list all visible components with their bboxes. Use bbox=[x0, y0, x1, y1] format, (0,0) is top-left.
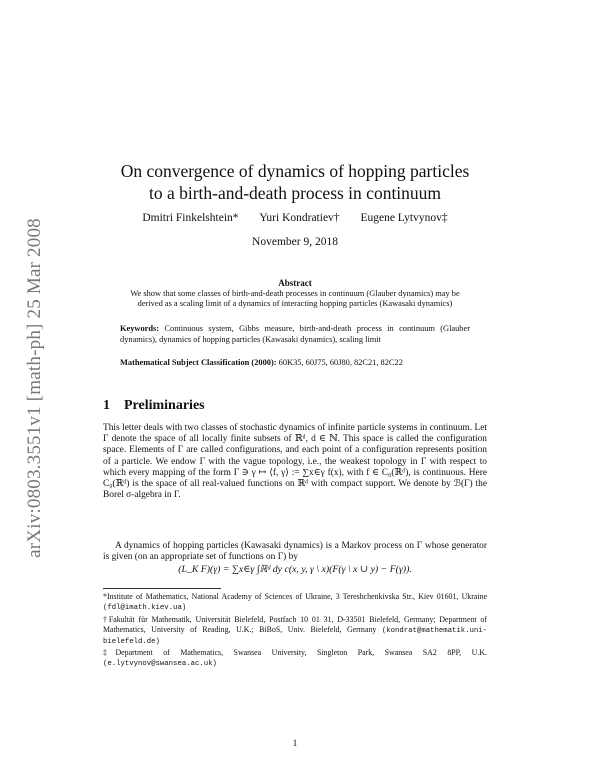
author-2: Yuri Kondratiev† bbox=[259, 212, 340, 224]
author-3: Eugene Lytvynov‡ bbox=[360, 212, 448, 224]
keywords bbox=[120, 324, 470, 345]
page-number: 1 bbox=[292, 739, 298, 749]
msc-text: 60K35, 60J75, 60J80, 82C21, 82C22 bbox=[278, 358, 403, 367]
footnote-2 bbox=[103, 615, 487, 648]
title-line-1: On convergence of dynamics of hopping particles bbox=[120, 161, 470, 181]
abstract-text: We show that some classes of birth-and-death processes in continuum (Glauber dynamics) may be derived as a scaling limit of a dynamics of interacting hopping particles (Kawasaki dynamics) bbox=[130, 289, 460, 309]
author-1: Dmitri Finkelshtein* bbox=[142, 212, 239, 224]
keywords-text: Continuous system, Gibbs measure, birth-and-death process in continuum (Glauber dynamics), dynamics of hopping particles (Kawasaki dynamics), scaling limit bbox=[120, 324, 470, 344]
footnote-1-email[interactable]: (fdl@imath.kiev.ua) bbox=[103, 603, 187, 612]
msc-label: Mathematical Subject Classification (2000): bbox=[120, 358, 277, 367]
arxiv-stamp bbox=[15, 178, 55, 598]
section-title: Preliminaries bbox=[124, 398, 205, 413]
msc-classification bbox=[120, 358, 470, 369]
title-line-2: to a birth-and-death process in continuum bbox=[148, 183, 442, 203]
paragraph-2: A dynamics of hopping particles (Kawasaki dynamics) is a Markov process on Γ whose generator is given (on an appropriate set of functions on Γ) by bbox=[103, 541, 487, 563]
keywords-label: Keywords: bbox=[120, 324, 160, 333]
section-heading bbox=[103, 398, 487, 414]
footnote-3-email[interactable]: (e.lytvynov@swansea.ac.uk) bbox=[103, 659, 217, 668]
footnote-2-text: †Fakultät für Mathematik, Universität Bielefeld, Postfach 10 01 31, D-33501 Bielefeld, Germany; Department of Mathematics, University of Reading, U.K.; BiBoS, Univ. Bielefeld, Germany bbox=[103, 615, 487, 634]
footnote-1-text: *Institute of Mathematics, National Academy of Sciences of Ukraine, 3 Tereshchenkivska Str., Kiev 01601, Ukraine bbox=[103, 592, 487, 601]
section-number: 1 bbox=[103, 398, 110, 413]
paragraph-1: This letter deals with two classes of stochastic dynamics of infinite particle systems in continuum. Let Γ denote the space of all locally finite subsets of ℝᵈ, d ∈ ℕ. This space is called the configuration space. Elements of Γ are called configurations, and each point of a configuration represents position of a particle. We endow Γ with the vague topology, i.e., the weakest topology in Γ with respect to which every mapping of the form Γ ∋ γ ↦ ⟨f, γ⟩ := ∑x∈γ f(x), with f ∈ C₀(ℝᵈ), is continuous. Here C₀(ℝᵈ) is the space of all real-valued functions on ℝᵈ with compact support. We denote by ℬ(Γ) the Borel σ-algebra in Γ. bbox=[103, 423, 487, 501]
paper-date: November 9, 2018 bbox=[252, 236, 338, 248]
footnote-2-email[interactable]: (kondrat@mathematik.uni-bielefeld.de) bbox=[103, 626, 487, 647]
arxiv-stamp-text: arXiv:0803.3551v1 [math-ph] 25 Mar 2008 bbox=[24, 218, 45, 558]
paper-title bbox=[103, 160, 487, 204]
author-list bbox=[103, 212, 487, 224]
footnote-rule bbox=[103, 588, 221, 589]
footnote-1 bbox=[103, 592, 487, 613]
generator-formula: (L_K F)(γ) = ∑x∈γ ∫ℝᵈ dy c(x, y, γ \ x)(F(γ \ x ∪ y) − F(γ)). bbox=[178, 564, 412, 575]
abstract-heading: Abstract bbox=[278, 278, 312, 288]
footnote-3-text: ‡Department of Mathematics, Swansea University, Singleton Park, Swansea SA2 8PP, U.K. bbox=[103, 648, 487, 657]
footnote-3 bbox=[103, 648, 487, 669]
